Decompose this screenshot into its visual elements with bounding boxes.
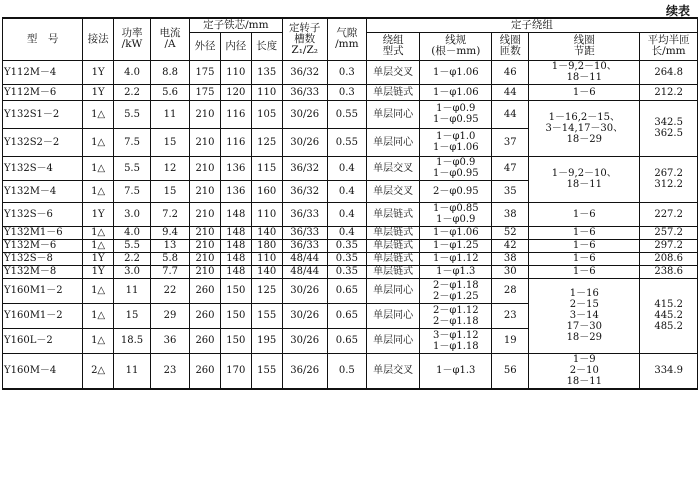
cell-pitch: 1－16 2－15 3－14 17－30 18－29 (529, 278, 640, 353)
table-row (3, 202, 698, 226)
cell-pitch: 1－6 (529, 226, 640, 239)
cell-pitch: 1－6 (529, 239, 640, 252)
cell-len: 140 (251, 226, 282, 239)
header-length: 长度 (251, 32, 282, 60)
cell-power: 4.0 (114, 226, 151, 239)
cell-half: 227.2 (640, 202, 698, 226)
cell-len: 110 (251, 252, 282, 265)
header-outer-dia: 外径 (190, 32, 221, 60)
cell-len: 115 (251, 156, 282, 180)
header-avg-half-turn: 平均半匝 长/mm (640, 32, 698, 60)
table-row (3, 353, 698, 389)
cell-half: 264.8 (640, 60, 698, 84)
cell-type: 单层交叉 (366, 353, 419, 389)
cell-power: 3.0 (114, 265, 151, 278)
cell-power: 18.5 (114, 328, 151, 353)
table-row (3, 100, 698, 128)
header-turns: 线圈 匝数 (492, 32, 529, 60)
cell-current: 22 (151, 278, 190, 303)
cell-current: 9.4 (151, 226, 190, 239)
cell-turns: 30 (492, 265, 529, 278)
cell-len: 135 (251, 60, 282, 84)
cell-current: 13 (151, 239, 190, 252)
header-coil-pitch: 线圈 节距 (529, 32, 640, 60)
cell-power: 5.5 (114, 100, 151, 128)
cell-type: 单层同心 (366, 128, 419, 156)
cell-slots: 36/33 (282, 226, 327, 239)
cell-od: 260 (190, 278, 221, 303)
cell-wire: 1－φ1.06 (420, 84, 492, 100)
cell-len: 125 (251, 278, 282, 303)
header-power: 功率 /kW (114, 18, 151, 60)
cell-conn: 1Y (83, 202, 114, 226)
cell-id: 148 (220, 202, 251, 226)
cell-id: 148 (220, 252, 251, 265)
cell-wire: 3－φ1.12 1－φ1.18 (420, 328, 492, 353)
cell-wire: 1－φ1.3 (420, 265, 492, 278)
cell-pitch: 1－9,2－10、 18－11 (529, 156, 640, 202)
table-body (3, 60, 698, 389)
cell-current: 8.8 (151, 60, 190, 84)
cell-gap: 0.4 (327, 180, 366, 202)
table-row (3, 226, 698, 239)
cell-power: 4.0 (114, 60, 151, 84)
table-row (3, 60, 698, 84)
cell-turns: 52 (492, 226, 529, 239)
cell-conn: 1△ (83, 239, 114, 252)
cell-gap: 0.4 (327, 226, 366, 239)
cell-power: 15 (114, 303, 151, 328)
cell-half: 267.2 312.2 (640, 156, 698, 202)
cell-od: 210 (190, 265, 221, 278)
table-row (3, 265, 698, 278)
cell-conn: 1Y (83, 265, 114, 278)
cell-id: 170 (220, 353, 251, 389)
cell-current: 12 (151, 156, 190, 180)
cell-model: Y132M－6 (3, 239, 83, 252)
cell-pitch: 1－6 (529, 265, 640, 278)
cell-gap: 0.4 (327, 202, 366, 226)
cell-turns: 37 (492, 128, 529, 156)
cell-len: 105 (251, 100, 282, 128)
cell-wire: 1－φ1.3 (420, 353, 492, 389)
cell-od: 260 (190, 303, 221, 328)
cell-slots: 36/32 (282, 156, 327, 180)
cell-turns: 47 (492, 156, 529, 180)
cell-turns: 38 (492, 252, 529, 265)
cell-od: 260 (190, 353, 221, 389)
cell-half: 212.2 (640, 84, 698, 100)
cell-conn: 1△ (83, 180, 114, 202)
header-wire-spec: 线规 (根－mm) (420, 32, 492, 60)
cell-gap: 0.55 (327, 100, 366, 128)
cell-turns: 44 (492, 84, 529, 100)
cell-type: 单层交叉 (366, 60, 419, 84)
cell-type: 单层链式 (366, 202, 419, 226)
cell-turns: 23 (492, 303, 529, 328)
cell-id: 136 (220, 156, 251, 180)
cell-slots: 30/26 (282, 328, 327, 353)
cell-wire: 1－φ0.9 1－φ0.95 (420, 156, 492, 180)
cell-slots: 36/33 (282, 239, 327, 252)
cell-pitch: 1－16,2－15、 3－14,17－30、 18－29 (529, 100, 640, 156)
cell-current: 36 (151, 328, 190, 353)
cell-gap: 0.55 (327, 128, 366, 156)
cell-type: 单层交叉 (366, 180, 419, 202)
cell-turns: 42 (492, 239, 529, 252)
cell-power: 11 (114, 353, 151, 389)
cell-model: Y132M－8 (3, 265, 83, 278)
cell-conn: 1△ (83, 100, 114, 128)
cell-conn: 1Y (83, 252, 114, 265)
cell-power: 5.5 (114, 239, 151, 252)
cell-turns: 35 (492, 180, 529, 202)
cell-half: 342.5 362.5 (640, 100, 698, 156)
cell-conn: 1△ (83, 303, 114, 328)
cell-turns: 19 (492, 328, 529, 353)
cell-slots: 30/26 (282, 303, 327, 328)
cell-current: 11 (151, 100, 190, 128)
cell-type: 单层交叉 (366, 156, 419, 180)
cell-id: 110 (220, 60, 251, 84)
cell-gap: 0.3 (327, 84, 366, 100)
table-row (3, 156, 698, 180)
cell-len: 160 (251, 180, 282, 202)
cell-conn: 2△ (83, 353, 114, 389)
cell-type: 单层链式 (366, 226, 419, 239)
cell-current: 29 (151, 303, 190, 328)
cell-power: 11 (114, 278, 151, 303)
cell-type: 单层链式 (366, 239, 419, 252)
cell-pitch: 1－9,2－10、 18－11 (529, 60, 640, 84)
cell-wire: 2－φ1.12 2－φ1.18 (420, 303, 492, 328)
cell-half: 334.9 (640, 353, 698, 389)
cell-gap: 0.5 (327, 353, 366, 389)
cell-od: 210 (190, 202, 221, 226)
cell-turns: 56 (492, 353, 529, 389)
cell-type: 单层同心 (366, 303, 419, 328)
header-air-gap: 气隙 /mm (327, 18, 366, 60)
cell-current: 5.8 (151, 252, 190, 265)
cell-model: Y132S－4 (3, 156, 83, 180)
cell-od: 210 (190, 156, 221, 180)
cell-current: 15 (151, 128, 190, 156)
motor-winding-table (2, 17, 698, 390)
cell-half: 238.6 (640, 265, 698, 278)
cell-wire: 1－φ1.25 (420, 239, 492, 252)
cell-gap: 0.35 (327, 239, 366, 252)
cell-wire: 1－φ1.12 (420, 252, 492, 265)
cell-id: 150 (220, 328, 251, 353)
cell-slots: 30/26 (282, 128, 327, 156)
cell-od: 210 (190, 239, 221, 252)
cell-id: 148 (220, 265, 251, 278)
header-stator-core: 定子铁芯/mm (190, 18, 283, 32)
table-row (3, 252, 698, 265)
cell-id: 136 (220, 180, 251, 202)
cell-model: Y160M－4 (3, 353, 83, 389)
cell-conn: 1△ (83, 156, 114, 180)
header-stator-winding: 定子绕组 (366, 18, 697, 32)
cell-len: 195 (251, 328, 282, 353)
cell-model: Y132S－6 (3, 202, 83, 226)
cell-type: 单层链式 (366, 252, 419, 265)
cell-half: 415.2 445.2 485.2 (640, 278, 698, 353)
cell-id: 120 (220, 84, 251, 100)
cell-len: 110 (251, 202, 282, 226)
cell-half: 297.2 (640, 239, 698, 252)
header-connection: 接法 (83, 18, 114, 60)
cell-wire: 2－φ1.18 2－φ1.25 (420, 278, 492, 303)
cell-conn: 1△ (83, 328, 114, 353)
cell-len: 125 (251, 128, 282, 156)
cell-wire: 1－φ1.0 1－φ1.06 (420, 128, 492, 156)
cell-turns: 38 (492, 202, 529, 226)
cell-slots: 36/26 (282, 353, 327, 389)
cell-od: 210 (190, 226, 221, 239)
cell-conn: 1△ (83, 226, 114, 239)
cell-conn: 1△ (83, 128, 114, 156)
cell-current: 23 (151, 353, 190, 389)
cell-model: Y160M1－2 (3, 303, 83, 328)
cell-id: 148 (220, 239, 251, 252)
cell-model: Y160M1－2 (3, 278, 83, 303)
cell-model: Y132M－4 (3, 180, 83, 202)
cell-slots: 36/33 (282, 202, 327, 226)
cell-len: 110 (251, 84, 282, 100)
cell-pitch: 1－9 2－10 18－11 (529, 353, 640, 389)
cell-gap: 0.35 (327, 252, 366, 265)
cell-type: 单层同心 (366, 100, 419, 128)
cell-id: 116 (220, 100, 251, 128)
cell-type: 单层同心 (366, 278, 419, 303)
cell-model: Y132S1－2 (3, 100, 83, 128)
cell-slots: 36/33 (282, 84, 327, 100)
cell-pitch: 1－6 (529, 252, 640, 265)
cell-current: 15 (151, 180, 190, 202)
cell-wire: 2－φ0.95 (420, 180, 492, 202)
cell-gap: 0.3 (327, 60, 366, 84)
cell-pitch: 1－6 (529, 202, 640, 226)
cell-gap: 0.4 (327, 156, 366, 180)
cell-od: 175 (190, 84, 221, 100)
header-model: 型 号 (3, 18, 83, 60)
cell-half: 257.2 (640, 226, 698, 239)
cell-conn: 1△ (83, 278, 114, 303)
cell-slots: 30/26 (282, 278, 327, 303)
cell-type: 单层链式 (366, 265, 419, 278)
cell-conn: 1Y (83, 84, 114, 100)
cell-power: 3.0 (114, 202, 151, 226)
table-row (3, 239, 698, 252)
cell-model: Y160L－2 (3, 328, 83, 353)
cell-current: 5.6 (151, 84, 190, 100)
cell-turns: 44 (492, 100, 529, 128)
cell-slots: 36/32 (282, 60, 327, 84)
cell-slots: 30/26 (282, 100, 327, 128)
cell-power: 7.5 (114, 180, 151, 202)
cell-id: 150 (220, 278, 251, 303)
cell-od: 210 (190, 100, 221, 128)
cell-wire: 1－φ1.06 (420, 60, 492, 84)
cell-current: 7.2 (151, 202, 190, 226)
cell-len: 180 (251, 239, 282, 252)
cell-od: 175 (190, 60, 221, 84)
cell-wire: 1－φ1.06 (420, 226, 492, 239)
cell-gap: 0.35 (327, 265, 366, 278)
cell-id: 116 (220, 128, 251, 156)
cell-id: 148 (220, 226, 251, 239)
header-inner-dia: 内径 (220, 32, 251, 60)
cell-od: 210 (190, 128, 221, 156)
cell-od: 210 (190, 252, 221, 265)
cell-od: 260 (190, 328, 221, 353)
cell-model: Y132S2－2 (3, 128, 83, 156)
cell-turns: 46 (492, 60, 529, 84)
cell-type: 单层链式 (366, 84, 419, 100)
cell-gap: 0.65 (327, 328, 366, 353)
cell-slots: 48/44 (282, 265, 327, 278)
cell-len: 155 (251, 303, 282, 328)
table-row (3, 278, 698, 303)
cell-model: Y132M1－6 (3, 226, 83, 239)
cell-slots: 36/32 (282, 180, 327, 202)
header-slots: 定转子 槽数 Z₁/Z₂ (282, 18, 327, 60)
cell-model: Y112M－6 (3, 84, 83, 100)
cell-conn: 1Y (83, 60, 114, 84)
cell-power: 7.5 (114, 128, 151, 156)
cell-model: Y112M－4 (3, 60, 83, 84)
cell-half: 208.6 (640, 252, 698, 265)
cell-type: 单层同心 (366, 328, 419, 353)
cell-len: 155 (251, 353, 282, 389)
cell-wire: 1－φ0.85 1－φ0.9 (420, 202, 492, 226)
cell-power: 2.2 (114, 252, 151, 265)
table-row (3, 84, 698, 100)
cell-power: 5.5 (114, 156, 151, 180)
cell-gap: 0.65 (327, 278, 366, 303)
cell-model: Y132S－8 (3, 252, 83, 265)
cell-current: 7.7 (151, 265, 190, 278)
cell-id: 150 (220, 303, 251, 328)
header-current: 电流 /A (151, 18, 190, 60)
cell-power: 2.2 (114, 84, 151, 100)
continued-label: 续表 (665, 4, 690, 18)
cell-len: 140 (251, 265, 282, 278)
cell-turns: 28 (492, 278, 529, 303)
header-winding-type: 绕组 型式 (366, 32, 419, 60)
cell-slots: 48/44 (282, 252, 327, 265)
cell-wire: 1－φ0.9 1－φ0.95 (420, 100, 492, 128)
cell-gap: 0.65 (327, 303, 366, 328)
cell-od: 210 (190, 180, 221, 202)
cell-pitch: 1－6 (529, 84, 640, 100)
